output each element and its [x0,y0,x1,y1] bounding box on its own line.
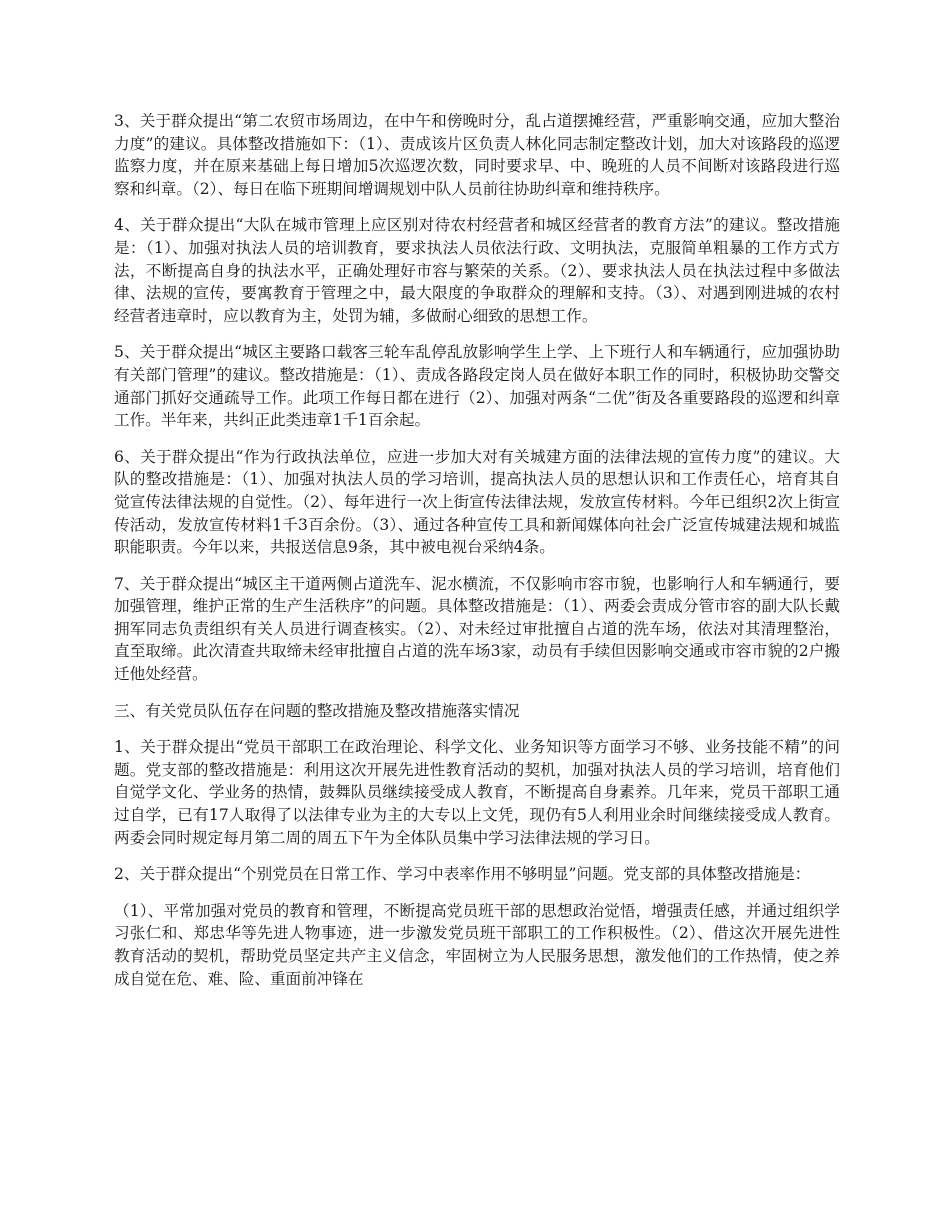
paragraph-item-7: 7、关于群众提出“城区主干道两侧占道洗车、泥水横流，不仅影响市容市貌，也影响行人和车辆通行，要加强管理，维护正常的生产生活秩序”的问题。具体整改措施是：（1）、两委会责成分管市容的副大队长戴拥军同志负责组织有关人员进行调查核实。（2）、对未经过审批擅自占道的洗车场，依法对其清理整治，直至取缔。此次清查共取缔未经审批擅自占道的洗车场3家，动员有手续但因影响交通或市容市貌的2户搬迁他处经营。 [114,574,840,684]
document-body [114,110,840,1004]
paragraph-party-2: 2、关于群众提出“个别党员在日常工作、学习中表率作用不够明显”问题。党支部的具体整改措施是： [114,865,811,884]
paragraph-party-2-measures: （1）、平常加强对党员的教育和管理，不断提高党员班干部的思想政治觉悟，增强责任感，并通过组织学习张仁和、郑忠华等先进人物事迹，进一步激发党员班干部职工的工作积极性。（2）、借这次开展先进性教育活动的契机，帮助党员坚定共产主义信念，牢固树立为人民服务思想，激发他们的工作热情，使之养成自觉在危、难、险、重面前冲锋在 [114,901,840,988]
paragraph-item-4: 4、关于群众提出“大队在城市管理上应区别对待农村经营者和城区经营者的教育方法”的建议。整改措施是：（1）、加强对执法人员的培训教育，要求执法人员依法行政、文明执法，克服简单粗暴的工作方式方法，不断提高自身的执法水平，正确处理好市容与繁荣的关系。（2）、要求执法人员在执法过程中多做法律、法规的宣传，要寓教育于管理之中，最大限度的争取群众的理解和支持。（3）、对遇到刚进城的农村经营者违章时，应以教育为主，处罚为辅，多做耐心细致的思想工作。 [114,216,840,325]
paragraph-item-5: 5、关于群众提出“城区主要路口载客三轮车乱停乱放影响学生上学、上下班行人和车辆通行，应加强协助有关部门管理”的建议。整改措施是：（1）、责成各路段定岗人员在做好本职工作的同时，积极协助交警交通部门抓好交通疏导工作。此项工作每日都在进行（2）、加强对两条“二优”街及各重要路段的巡逻和纠章工作。半年来，共纠正此类违章1千1百余起。 [114,343,840,430]
section-heading-3: 三、有关党员队伍存在问题的整改措施及整改措施落实情况 [114,701,520,720]
paragraph-party-1: 1、关于群众提出“党员干部职工在政治理论、科学文化、业务知识等方面学习不够、业务技能不精”的问题。党支部的整改措施是：利用这次开展先进性教育活动的契机，加强对执法人员的学习培训，培育他们自觉学文化、学业务的热情，鼓舞队员继续接受成人教育，不断提高自身素养。几年来，党员干部职工通过自学，已有17人取得了以法律专业为主的大专以上文凭，现仍有5人利用业余时间继续接受成人教育。两委会同时规定每月第二周的周五下午为全体队员集中学习法律法规的学习日。 [114,738,840,847]
paragraph-item-6: 6、关于群众提出“作为行政执法单位，应进一步加大对有关城建方面的法律法规的宣传力度”的建议。大队的整改措施是：（1）、加强对执法人员的学习培训，提高执法人员的思想认识和工作责任心，培育其自觉宣传法律法规的自觉性。（2）、每年进行一次上街宣传法律法规，发放宣传材料。今年已组织2次上街宣传活动，发放宣传材料1千3百余份。（3）、通过各种宣传工具和新闻媒体向社会广泛宣传城建法规和城监职能职责。今年以来，共报送信息9条，其中被电视台采纳4条。 [114,447,840,557]
paragraph-item-3: 3、关于群众提出“第二农贸市场周边，在中午和傍晚时分，乱占道摆摊经营，严重影响交通，应加大整治力度”的建议。具体整改措施如下：（1）、责成该片区负责人林化同志制定整改计划，加大对该路段的巡逻监察力度，并在原来基础上每日增加5次巡逻次数，同时要求早、中、晚班的人员不间断对该路段进行巡察和纠章。（2）、每日在临下班期间增调规划中队人员前往协助纠章和维持秩序。 [114,112,840,198]
